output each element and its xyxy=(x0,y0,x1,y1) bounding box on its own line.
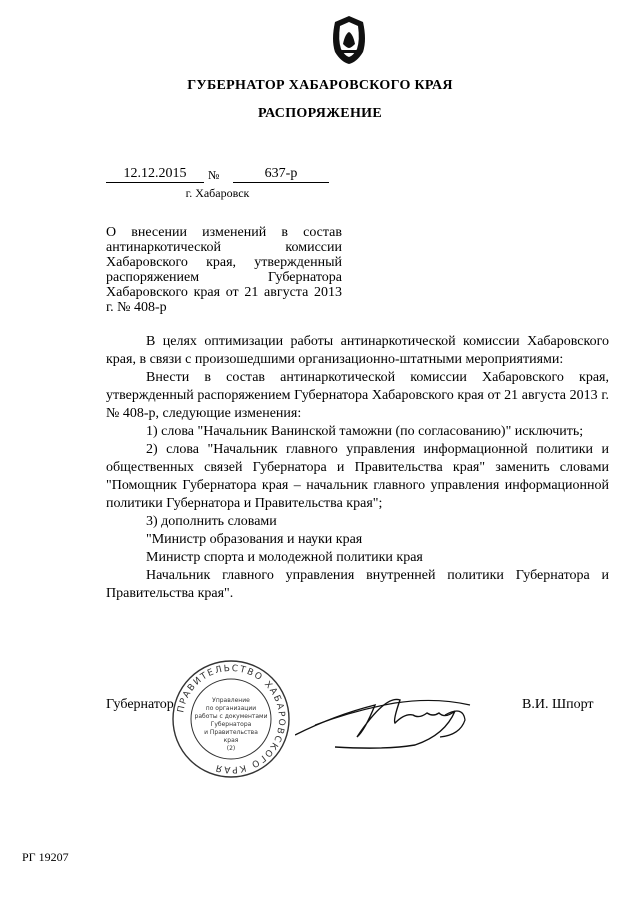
number-sign: № xyxy=(208,168,220,182)
svg-text:Управление: Управление xyxy=(212,697,250,704)
svg-text:края: края xyxy=(223,737,239,744)
svg-text:ПРАВИТЕЛЬСТВО ХАБАРОВСКОГО КРА: ПРАВИТЕЛЬСТВО ХАБАРОВСКОГО КРАЯ xyxy=(176,663,287,775)
document-body xyxy=(106,333,609,603)
svg-text:и Правительства: и Правительства xyxy=(204,729,258,736)
svg-text:(2): (2) xyxy=(226,745,236,752)
paragraph: "Министр образования и науки края xyxy=(146,532,363,547)
registry-code: РГ 19207 xyxy=(22,850,69,864)
authority-title: ГУБЕРНАТОР ХАБАРОВСКОГО КРАЯ xyxy=(187,78,453,93)
paragraph: Внести в состав антинаркотической комиссии Хабаровского края, утвержденный распоряжением Губернатора Хабаровского края от 21 августа 2013 г. № 408-р, следующие изменения: xyxy=(106,370,609,421)
svg-text:Губернатора: Губернатора xyxy=(210,721,252,728)
signer-title: Губернатор xyxy=(106,697,174,712)
handwritten-signature xyxy=(295,675,475,755)
document-city: г. Хабаровск xyxy=(185,186,250,200)
paragraph: 3) дополнить словами xyxy=(146,514,277,529)
paragraph: Министр спорта и молодежной политики края xyxy=(146,550,423,565)
svg-text:по организации: по организации xyxy=(205,705,257,712)
paragraph: В целях оптимизации работы антинаркотической комиссии Хабаровского края, в связи с произошедшими организационно-штатными мероприятиями: xyxy=(106,334,609,367)
document-subject: О внесении изменений в состав антинаркотической комиссии Хабаровского края, утвержденный распоряжением Губернатора Хабаровского края от 21 августа 2013 г. № 408-р xyxy=(106,225,342,315)
document-type: РАСПОРЯЖЕНИЕ xyxy=(258,106,382,121)
paragraph: Начальник главного управления внутренней политики Губернатора и Правительства края". xyxy=(106,568,609,601)
coat-of-arms-icon xyxy=(327,14,371,66)
document-number: 637-р xyxy=(233,165,329,183)
document-date: 12.12.2015 xyxy=(106,165,204,183)
paragraph: 1) слова "Начальник Ванинской таможни (по согласованию)" исключить; xyxy=(146,424,584,439)
paragraph: 2) слова "Начальник главного управления информационной политики и общественных связей Губернатора и Правительства края" заменить словами "Помощник Губернатора края – начальник главного управления информационной политики Губернатора и Правительства края"; xyxy=(106,442,609,511)
svg-text:работы с документами: работы с документами xyxy=(194,713,268,720)
official-seal-icon xyxy=(170,658,292,780)
signer-name: В.И. Шпорт xyxy=(522,697,594,712)
